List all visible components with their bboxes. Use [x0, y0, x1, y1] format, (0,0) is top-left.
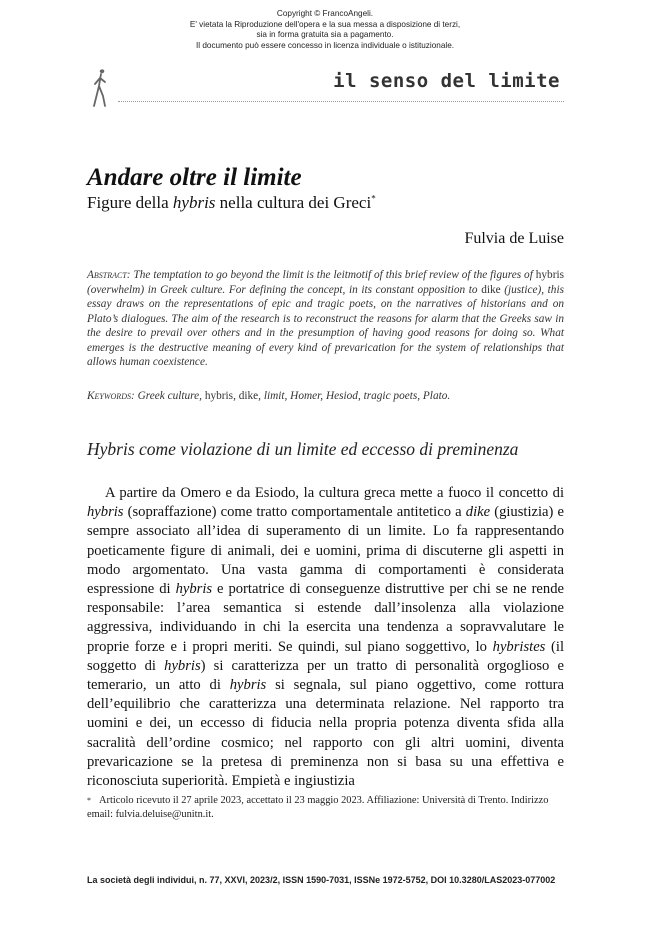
- body-term: hybris: [175, 581, 213, 598]
- body-text: (sopraffazione) come tratto comportamentale antitetico a: [123, 504, 466, 521]
- abstract-term: hybris: [535, 269, 564, 281]
- copyright-line: E' vietata la Riproduzione dell'opera e la sua messa a disposizione di terzi,: [189, 19, 461, 29]
- body-text: A partire da Omero e da Esiodo, la cultura greca mette a fuoco il concetto di: [105, 485, 564, 501]
- copyright-line: Copyright © FrancoAngeli.: [276, 9, 374, 18]
- keywords-text: Greek culture,: [134, 390, 205, 402]
- subtitle-text: nella cultura dei Greci: [215, 193, 372, 212]
- series-header: [88, 60, 564, 110]
- keywords-text: , limit, Homer, Hesiod, tragic poets, Plato.: [258, 390, 451, 402]
- body-term: hybris: [229, 677, 267, 694]
- abstract-term: dike: [481, 283, 501, 296]
- keywords: [87, 389, 564, 404]
- body-term: dike: [465, 504, 491, 521]
- body-text: ) si caratterizza per un tratto di personalità orgoglioso e temerario, un atto di: [87, 657, 564, 694]
- footnote-mark: *: [87, 796, 91, 805]
- footnote-text: Articolo ricevuto il 27 aprile 2023, accettato il 23 maggio 2023. Affiliazione: Università di Trento. Indirizzo email: fulvia.deluise@unitn.it.: [87, 795, 549, 820]
- author-name: Fulvia de Luise: [464, 230, 564, 247]
- body-term: hybris: [164, 657, 201, 674]
- body-text: (il soggetto di: [87, 638, 564, 674]
- series-title: il senso del limite: [333, 70, 560, 92]
- body-term: hybris: [87, 504, 124, 521]
- footnote: [87, 794, 564, 822]
- walking-figure-icon: [90, 66, 112, 110]
- keywords-text: ,: [233, 390, 239, 402]
- copyright-notice: [0, 9, 650, 51]
- copyright-line: Il documento può essere concesso in licenza individuale o istituzionale.: [195, 40, 455, 50]
- section-heading: Hybris come violazione di un limite ed eccesso di preminenza: [87, 439, 519, 459]
- body-text: e portatrice di conseguenze distruttive per chi se ne rende responsabile: l’area semantica si estende dall’insolenza alla violazione aggressiva, individuando in chi la esercita una tendenza a sopravvalutare le proprie forze e i propri meriti. Se quindi, sul piano soggettivo, lo: [87, 581, 564, 655]
- body-text: si segnala, sul piano oggettivo, come rottura dell’equilibrio che caratterizza una determinata relazione. Nel rapporto tra uomini e dei, un eccesso di fiducia nella propria potenza diventa sfida alla sacralità dell’ordine cosmico; nel rapporto con gli altri uomini, diventa prevaricazione se la pretesa di preminenza non si basa su una effettiva e riconosciuta superiorità. Empietà e ingiustizia: [87, 677, 564, 790]
- body-text: (giustizia) e sempre associato all’idea di superamento di un limite. Lo fa rappresentando poeticamente figure di animali, dei e uomini, prima di discuterne gli aspetti in modo argomentato. Una vasta gamma di comportamenti è considerata espressione di: [87, 504, 564, 598]
- page-footer: La società degli individui, n. 77, XXVI, 2023/2, ISSN 1590-7031, ISSNe 1972-5752, DOI 10.3280/LAS2023-077002: [87, 875, 556, 885]
- keywords-label: Keywords:: [87, 390, 135, 402]
- body-paragraph: [87, 484, 564, 791]
- footnote-marker: *: [371, 193, 376, 204]
- abstract-label: Abstract:: [87, 269, 131, 281]
- keywords-term: dike: [238, 390, 259, 402]
- abstract: [87, 268, 564, 370]
- abstract-text: (overwhelm) in Greek culture. For defining the concept, in its constant opposition to: [87, 283, 482, 296]
- subtitle-text: Figure della: [87, 193, 173, 212]
- body-term: hybristes: [492, 638, 546, 655]
- article-title: Andare oltre il limite: [87, 164, 302, 191]
- subtitle-term: hybris: [172, 193, 216, 212]
- series-divider: [118, 101, 564, 102]
- article-subtitle: [87, 193, 376, 213]
- abstract-text: The temptation to go beyond the limit is the leitmotif of this brief review of the figures of: [130, 269, 536, 281]
- abstract-text: (justice), this essay draws on the representations of epic and tragic poets, on the narratives of historians and on Plato’s dialogues. The aim of the research is to reconstruct the reasons for alarm that the Greeks saw in the desire to prevail over others and in the presumption of having good reasons for doing so. What emerges is the destructive meaning of every kind of prevarication for the system of relationships that allows human coexistence.: [87, 283, 564, 368]
- copyright-line: sia in forma gratuita sia a pagamento.: [256, 30, 394, 40]
- keywords-term: hybris: [204, 390, 234, 402]
